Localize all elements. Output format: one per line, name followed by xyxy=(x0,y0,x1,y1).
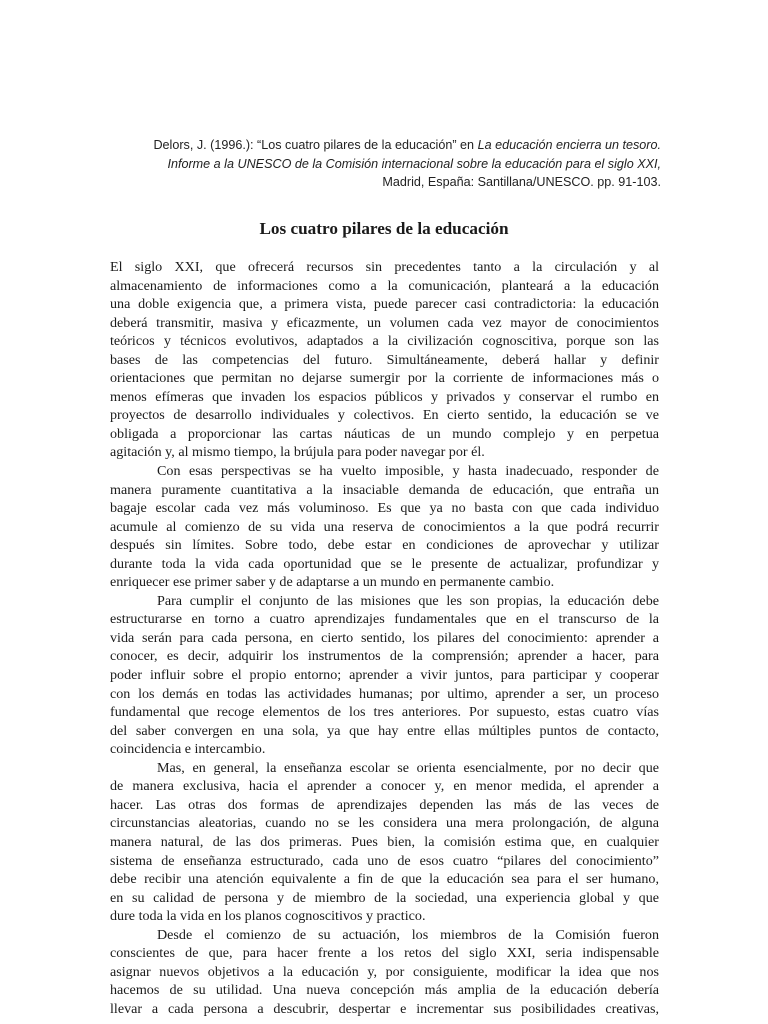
text-line: vida serán para cada persona, en cierto sentido, los pilares del conocimiento: aprender a xyxy=(110,629,659,646)
paragraph-3 xyxy=(110,592,659,759)
text-line: con los demás en todas las actividades humanas; por ultimo, aprender a ser, un proceso xyxy=(110,685,659,702)
text-line: Para cumplir el conjunto de las misiones que les son propias, la educación debe xyxy=(157,592,659,609)
text-line: llevar a cada persona a descubrir, despertar e incrementar sus posibilidades creativas, xyxy=(110,1000,659,1017)
text-line: menos efímeras que invaden los espacios públicos y privados y conservar el rumbo en xyxy=(110,388,659,405)
text-line: en su calidad de persona y de miembro de la sociedad, una experiencia global y que xyxy=(110,889,659,906)
text-line: durante toda la vida cada oportunidad que se le presente de actualizar, profundizar y xyxy=(110,555,659,572)
text-line: obligada a proporcionar las cartas náuticas de un mundo complejo y en perpetua xyxy=(110,425,659,442)
paragraph-5 xyxy=(110,926,659,1019)
citation-line-2: Informe a la UNESCO de la Comisión internacional sobre la educación para el siglo XXI, xyxy=(167,156,661,171)
text-line: asignar nuevos objetivos a la educación y, por consiguiente, modificar la idea que nos xyxy=(110,963,659,980)
document-title: Los cuatro pilares de la educación xyxy=(259,219,509,238)
text-line: acumule al comienzo de su vida una reserva de conocimientos a la que podrá recurrir xyxy=(110,518,659,535)
text-line: hacer. Las otras dos formas de aprendizajes dependen las más de las veces de xyxy=(110,796,659,813)
text-line: dure toda la vida en los planos cognoscitivos y practico. xyxy=(110,908,426,925)
text-line: orientaciones que permitan no dejarse sumergir por la corriente de informaciones más o xyxy=(110,370,659,387)
text-line: estructurarse en torno a cuatro aprendizajes fundamentales que en el transcurso de la xyxy=(110,611,659,628)
text-line: Con esas perspectivas se ha vuelto imposible, y hasta inadecuado, responder de xyxy=(157,463,659,480)
text-line: fundamental que recoge elementos de los tres anteriores. Por supuesto, estas cuatro vías xyxy=(110,704,659,721)
paragraph-1 xyxy=(110,258,659,462)
paragraph-2 xyxy=(110,462,659,592)
text-line: del saber convergen en una sola, ya que hay entre ellas múltiples puntos de contacto, xyxy=(110,722,659,739)
text-line: deberá transmitir, masiva y eficazmente, un volumen cada vez mayor de conocimientos xyxy=(110,314,659,331)
text-line: Desde el comienzo de su actuación, los miembros de la Comisión fueron xyxy=(157,926,659,943)
body-text xyxy=(110,258,659,1018)
text-line: bases de las competencias del futuro. Simultáneamente, deberá hallar y definir xyxy=(110,351,659,368)
text-line: conocer, es decir, adquirir los instrumentos de la comprensión; aprender a hacer, para xyxy=(110,648,659,665)
paragraph-4 xyxy=(110,759,659,926)
text-line: almacenamiento de informaciones como a la comunicación, planteará a la educación xyxy=(110,277,659,294)
text-line: teóricos y técnicos evolutivos, adaptados a la civilización cognoscitiva, porque son las xyxy=(110,333,659,350)
text-line: El siglo XXI, que ofrecerá recursos sin precedentes tanto a la circulación y al xyxy=(110,259,659,275)
text-line: proyectos de desarrollo individuales y colectivos. En cierto sentido, la educación se ve xyxy=(110,407,659,424)
text-line: debe recibir una atención equivalente a fin de que la educación sea para el ser humano, xyxy=(110,871,659,888)
text-line: enriquecer ese primer saber y de adaptarse a un mundo en permanente cambio. xyxy=(110,574,555,591)
citation-line-3: Madrid, España: Santillana/UNESCO. pp. 91-103. xyxy=(382,175,661,189)
text-line: hacemos de su utilidad. Una nueva concepción más amplia de la educación debería xyxy=(110,982,659,999)
text-line: manera natural, de las dos primeras. Pues bien, la comisión estima que, en cualquier xyxy=(110,833,659,850)
text-line: sistema de enseñanza estructurado, cada uno de esos cuatro “pilares del conocimiento” xyxy=(110,852,659,869)
citation-book-title: La educación encierra un tesoro. xyxy=(477,138,661,152)
text-line: manera puramente cuantitativa a la insaciable demanda de educación, que entraña un xyxy=(110,481,659,498)
text-line: de manera exclusiva, hacia el aprender a conocer y, en menor medida, el aprender a xyxy=(110,778,659,795)
citation-block xyxy=(100,136,661,192)
text-line: una doble exigencia que, a primera vista, puede parecer casi contradictoria: la educación xyxy=(110,296,659,313)
text-line: conscientes de que, para hacer frente a los retos del siglo XXI, seria indispensable xyxy=(110,945,659,962)
text-line: bagaje escolar cada vez más voluminoso. Es que ya no basta con que cada individuo xyxy=(110,500,659,517)
citation-line-1: Delors, J. (1996.): “Los cuatro pilares de la educación” en La educación encierra un tesoro. xyxy=(153,138,661,152)
text-line: después sin límites. Sobre todo, debe estar en condiciones de aprovechar y utilizar xyxy=(110,537,659,554)
text-line: poder influir sobre el propio entorno; aprender a vivir juntos, para participar y cooperar xyxy=(110,667,659,684)
text-line: circunstancias aleatorias, cuando no se les considera una mera prolongación, de alguna xyxy=(110,815,659,832)
text-line: agitación y, al mismo tiempo, la brújula para poder navegar por él. xyxy=(110,444,485,461)
text-line: Mas, en general, la enseñanza escolar se orienta esencialmente, por no decir que xyxy=(157,759,659,776)
text-line: coincidencia e intercambio. xyxy=(110,741,266,758)
